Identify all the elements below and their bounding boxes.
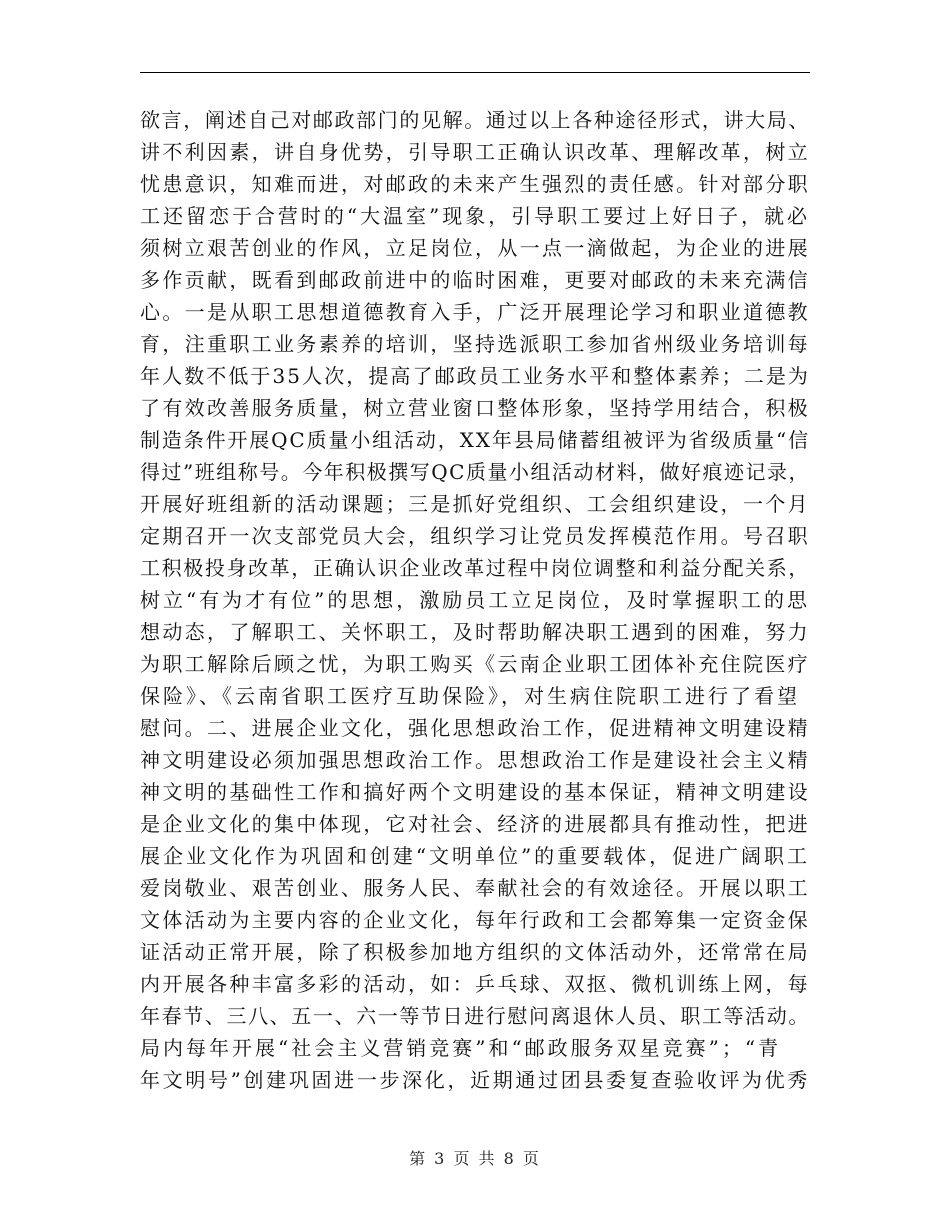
text-line: 保险》、《云南省职工医疗互助保险》，对生病住院职工进行了看望 <box>140 684 800 708</box>
text-line: 文体活动为主要内容的企业文化，每年行政和工会都筹集一定资金保 <box>140 908 810 932</box>
text-line: 工还留恋于合营时的“大温室”现象，引导职工要过上好日子，就必 <box>140 204 810 228</box>
text-line: 讲不利因素，讲自身优势，引导职工正确认识改革、理解改革，树立 <box>140 140 810 164</box>
text-line: 展企业文化作为巩固和创建“文明单位”的重要载体，促进广阔职工 <box>140 844 810 868</box>
text-line: 年人数不低于35人次，提高了邮政员工业务水平和整体素养；二是为 <box>140 364 810 388</box>
text-line: 内开展各种丰富多彩的活动，如：乒乓球、双抠、微机训练上网，每 <box>140 972 810 996</box>
text-line: 欲言，阐述自己对邮政部门的见解。通过以上各种途径形式，讲大局、 <box>140 108 810 132</box>
text-line: 年春节、三八、五一、六一等节日进行慰问离退休人员、职工等活动。 <box>140 1004 810 1028</box>
header-rule <box>140 72 810 73</box>
text-line: 是企业文化的集中体现，它对社会、经济的进展都具有推动性，把进 <box>140 812 810 836</box>
text-line: 开展好班组新的活动课题；三是抓好党组织、工会组织建设，一个月 <box>140 492 810 516</box>
text-line: 慰问。二、进展企业文化，强化思想政治工作，促进精神文明建设精 <box>140 716 810 740</box>
text-line: 制造条件开展QC质量小组活动，XX年县局储蓄组被评为省级质量“信 <box>140 428 810 452</box>
text-line: 想动态，了解职工、关怀职工，及时帮助解决职工遇到的困难，努力 <box>140 620 810 644</box>
text-line: 了有效改善服务质量，树立营业窗口整体形象，坚持学用结合，积极 <box>140 396 810 420</box>
text-line: 忧患意识，知难而进，对邮政的未来产生强烈的责任感。针对部分职 <box>140 172 810 196</box>
text-line: 神文明的基础性工作和搞好两个文明建设的基本保证，精神文明建设 <box>140 780 810 804</box>
text-line: 局内每年开展“社会主义营销竞赛”和“邮政服务双星竞赛”；“青 <box>140 1036 782 1060</box>
text-line: 须树立艰苦创业的作风，立足岗位，从一点一滴做起，为企业的进展 <box>140 236 810 260</box>
text-line: 神文明建设必须加强思想政治工作。思想政治工作是建设社会主义精 <box>140 748 810 772</box>
text-line: 得过”班组称号。今年积极撰写QC质量小组活动材料，做好痕迹记录， <box>140 460 810 484</box>
text-line: 树立“有为才有位”的思想，激励员工立足岗位，及时掌握职工的思 <box>140 588 810 612</box>
text-line: 为职工解除后顾之忧，为职工购买《云南企业职工团体补充住院医疗 <box>140 652 810 676</box>
text-line: 育，注重职工业务素养的培训，坚持选派职工参加省州级业务培训每 <box>140 332 810 356</box>
text-line: 爱岗敬业、艰苦创业、服务人民、奉献社会的有效途径。开展以职工 <box>140 876 810 900</box>
text-line: 定期召开一次支部党员大会，组织学习让党员发挥模范作用。号召职 <box>140 524 810 548</box>
text-line: 证活动正常开展，除了积极参加地方组织的文体活动外，还常常在局 <box>140 940 810 964</box>
page-footer: 第 3 页 共 8 页 <box>409 1149 541 1168</box>
text-line: 年文明号”创建巩固进一步深化，近期通过团县委复查验收评为优秀 <box>140 1068 810 1092</box>
body-text <box>140 104 810 1096</box>
text-line: 多作贡献，既看到邮政前进中的临时困难，更要对邮政的未来充满信 <box>140 268 810 292</box>
text-line: 工积极投身改革，正确认识企业改革过程中岗位调整和利益分配关系， <box>140 556 810 580</box>
text-line: 心。一是从职工思想道德教育入手，广泛开展理论学习和职业道德教 <box>140 300 810 324</box>
